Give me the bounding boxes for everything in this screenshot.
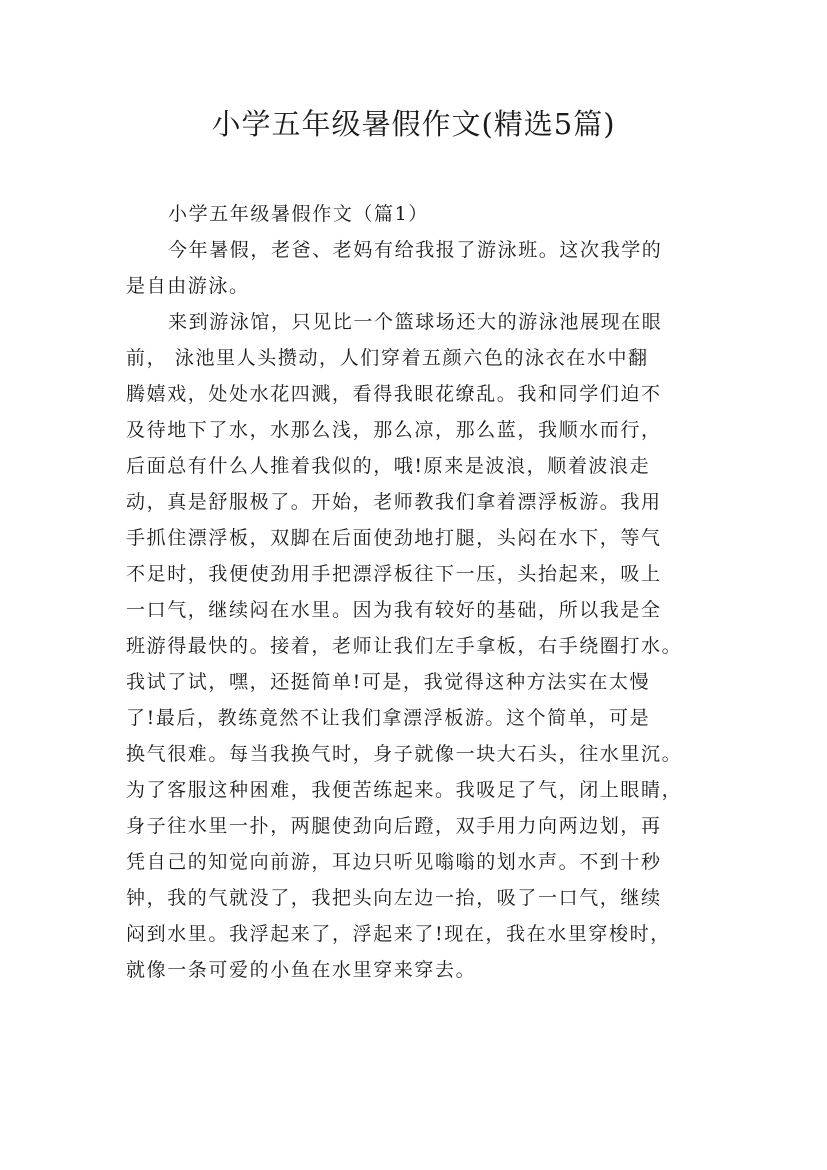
text-line: 来到游泳馆，只见比一个篮球场还大的游泳池展现在眼 <box>168 311 663 333</box>
section-heading: 小学五年级暑假作文（篇1） <box>168 203 429 225</box>
text-line: 是自由游泳。 <box>126 275 250 297</box>
text-line: 后面总有什么人推着我似的，哦!原来是波浪，顺着波浪走 <box>126 455 651 477</box>
document-title: 小学五年级暑假作文(精选5篇) <box>211 107 616 141</box>
text-line: 了!最后，教练竟然不让我们拿漂浮板游。这个简单，可是 <box>126 707 651 729</box>
text-line: 一口气，继续闷在水里。因为我有较好的基础，所以我是全 <box>126 599 662 621</box>
text-line: 为了客服这种困难，我便苦练起来。我吸足了气，闭上眼睛， <box>126 779 683 801</box>
text-line: 我试了试，嘿，还挺简单!可是，我觉得这种方法实在太慢 <box>126 671 651 693</box>
text-line: 闷到水里。我浮起来了，浮起来了!现在，我在水里穿梭时， <box>126 923 671 945</box>
text-line: 今年暑假，老爸、老妈有给我报了游泳班。这次我学的 <box>168 239 663 261</box>
text-line: 手抓住漂浮板，双脚在后面使劲地打腿，头闷在水下，等气 <box>126 527 662 549</box>
text-line: 动，真是舒服极了。开始，老师教我们拿着漂浮板游。我用 <box>126 491 662 513</box>
document-body <box>126 196 712 988</box>
text-line: 不足时，我便使劲用手把漂浮板往下一压，头抬起来，吸上 <box>126 563 662 585</box>
text-line: 腾嬉戏，处处水花四溅，看得我眼花缭乱。我和同学们迫不 <box>126 383 662 405</box>
text-line: 及待地下了水，水那么浅，那么凉，那么蓝，我顺水而行， <box>126 419 662 441</box>
paragraph-lines <box>126 232 712 988</box>
text-line: 凭自己的知觉向前游，耳边只听见嗡嗡的划水声。不到十秒 <box>126 851 662 873</box>
text-line: 身子往水里一扑，两腿使劲向后蹬，双手用力向两边划，再 <box>126 815 662 837</box>
text-line: 钟，我的气就没了，我把头向左边一抬，吸了一口气，继续 <box>126 887 662 909</box>
text-line: 换气很难。每当我换气时，身子就像一块大石头，往水里沉。 <box>126 743 683 765</box>
text-line: 前， 泳池里人头攒动，人们穿着五颜六色的泳衣在水中翻 <box>126 347 649 369</box>
text-line: 班游得最快的。接着，老师让我们左手拿板，右手绕圈打水。 <box>126 635 683 657</box>
text-line: 就像一条可爱的小鱼在水里穿来穿去。 <box>126 959 477 981</box>
